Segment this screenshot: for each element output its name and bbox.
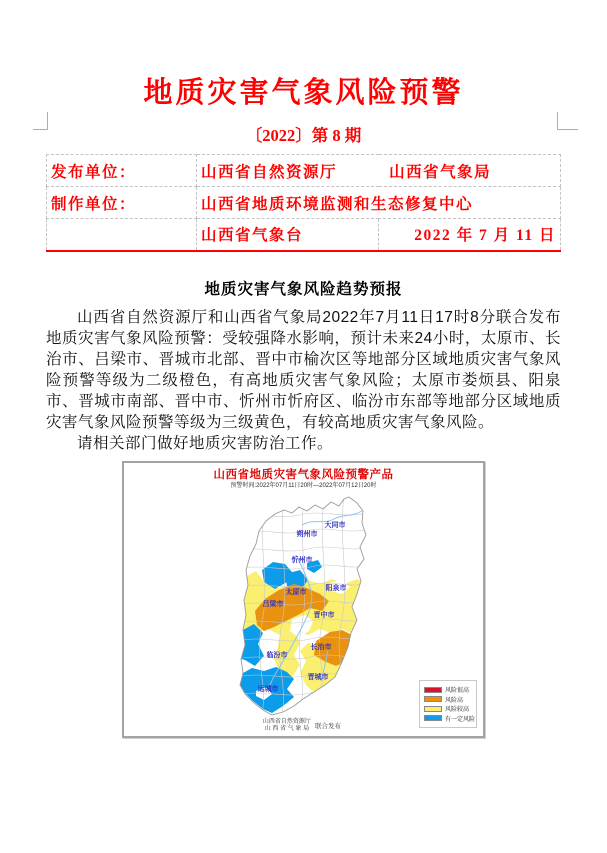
text-boundary-mark-topleft xyxy=(33,112,48,130)
issue-date: 2022 年 7 月 11 日 xyxy=(379,219,561,251)
city-label-yuncheng: 运城市 xyxy=(257,685,279,693)
header-table xyxy=(46,154,561,252)
empty-cell xyxy=(47,219,197,251)
risk-map-figure xyxy=(122,461,485,738)
map-title: 山西省地质灾害气象风险预警产品 xyxy=(213,468,394,481)
map-legend xyxy=(419,680,477,728)
legend-label: 风险较高 xyxy=(445,707,470,713)
city-label-xinzhou: 忻州市 xyxy=(291,556,313,564)
table-row xyxy=(47,187,561,219)
city-label-jincheng: 晋城市 xyxy=(307,673,329,681)
legend-item xyxy=(424,695,474,703)
legend-label: 风险很高 xyxy=(445,688,470,694)
produce-unit-label: 制作单位： xyxy=(47,187,197,219)
city-label-jinzhong: 晋中市 xyxy=(313,611,335,619)
table-row xyxy=(47,155,561,187)
city-label-changzhi: 长治市 xyxy=(310,643,332,651)
document-page xyxy=(0,70,607,853)
legend-chip-some xyxy=(424,715,442,721)
legend-chip-high xyxy=(424,696,442,702)
map-subtitle: 预警时间:2022年07月11日20时—2022年07月12日20时 xyxy=(230,482,377,489)
publish-unit-label: 发布单位： xyxy=(47,155,197,187)
legend-item xyxy=(424,686,474,694)
weather-bureau-value: 山西省气象台 xyxy=(197,219,379,251)
city-label-linfen: 临汾市 xyxy=(266,651,288,659)
produce-unit-value: 山西省地质环境监测和生态修复中心 xyxy=(197,187,561,219)
publish-unit-value xyxy=(197,155,561,187)
publisher-line1: 山西省自然资源厅 xyxy=(262,718,311,725)
city-label-lvliang: 吕梁市 xyxy=(262,600,284,608)
map-publisher xyxy=(263,719,341,733)
city-label-shuozhou: 朔州市 xyxy=(296,530,318,538)
legend-chip-medium xyxy=(424,706,442,712)
legend-chip-very-high xyxy=(424,687,442,693)
city-label-datong: 大同市 xyxy=(324,521,346,529)
forecast-paragraph: 山西省自然资源厅和山西省气象局2022年7月11日17时8分联合发布地质灾害气象风险预警：受较强降水影响，预计未来24小时，太原市、长治市、吕梁市、晋城市北部、晋中市榆次区等地部分区域地质灾害气象风险预警等级为二级橙色，有高地质灾害气象风险；太原市娄烦县、阳泉市、晋城市南部、晋中市、忻州市忻府区、临汾市东部等地部分区域地质灾害气象风险预警等级为三级黄色，有较高地质灾害气象风险。 xyxy=(46,308,561,431)
issue-number: 〔2022〕第 8 期 xyxy=(245,126,362,145)
text-boundary-mark-topright xyxy=(557,112,578,130)
publisher-suffix: 联合发布 xyxy=(314,723,341,730)
legend-item xyxy=(424,705,474,713)
legend-label: 风险高 xyxy=(445,697,464,704)
table-row xyxy=(47,219,561,251)
legend-item xyxy=(424,714,474,722)
doc-title: 地质灾害气象风险预警 xyxy=(143,77,464,109)
publisher-line2: 山 西 省 气 象 局 xyxy=(264,725,310,732)
city-label-taiyuan: 太原市 xyxy=(285,588,307,596)
publish-agency-1: 山西省自然资源厅 xyxy=(201,163,338,181)
section-heading: 地质灾害气象风险趋势预报 xyxy=(204,280,403,298)
publish-agency-2: 山西省气象局 xyxy=(389,163,492,181)
advisory-paragraph: 请相关部门做好地质灾害防治工作。 xyxy=(77,434,334,452)
city-label-yangquan: 阳泉市 xyxy=(325,584,347,592)
legend-label: 有一定风险 xyxy=(445,716,476,723)
